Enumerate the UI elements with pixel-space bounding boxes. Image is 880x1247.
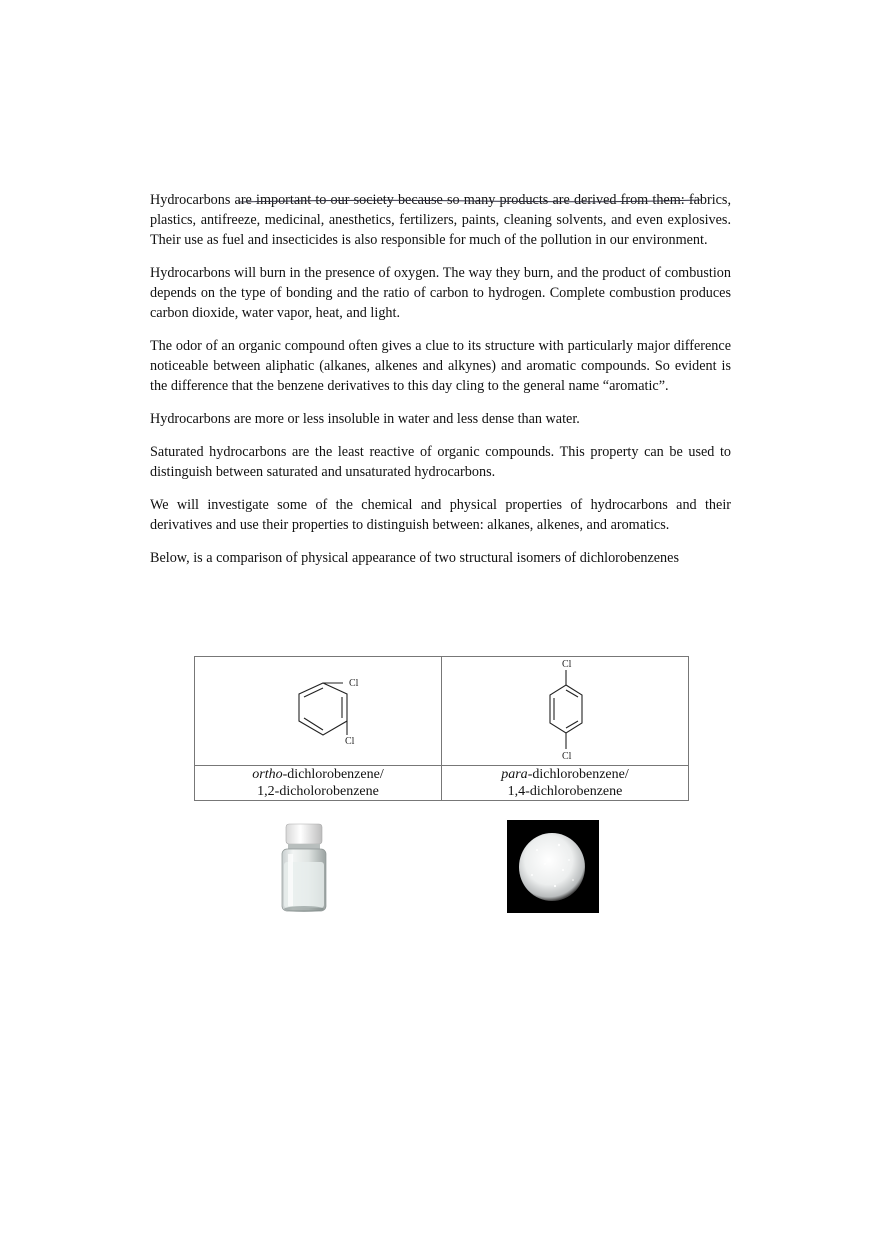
isomer-comparison-table — [194, 656, 689, 801]
ortho-name: -dichlorobenzene/ — [282, 767, 384, 782]
intro-paragraph-wrapper — [150, 190, 731, 250]
paragraph-4: Hydrocarbons are more or less insoluble in water and less dense than water. — [150, 411, 580, 427]
para-cl-bottom-label: Cl — [562, 751, 572, 760]
ortho-dichlorobenzene-structure — [195, 657, 441, 760]
ortho-structure-cell — [195, 657, 442, 766]
document-body — [150, 190, 731, 581]
ortho-cl-bottom-label: Cl — [345, 736, 355, 747]
paragraph-1: Hydrocarbons are important to our society because so many products are derived from them: fabrics, plastics, antifreeze, medicinal, anesthetics, fertilizers, paints, cleaning solvents, and even explosives. Their use as fuel and insecticides is also responsible for much of the pollution in our environment. — [150, 192, 731, 248]
paragraph-3: The odor of an organic compound often gives a clue to its structure with particularly major difference noticeable between aliphatic (alkanes, alkenes and alkynes) and aromatic compounds. So evident is the difference that the benzene derivatives to this day cling to the general name “aromatic”. — [150, 338, 731, 394]
ortho-cl-top-label: Cl — [349, 678, 359, 689]
para-structure-cell — [442, 657, 689, 766]
ortho-alt-name: 1,2-dicholorobenzene — [257, 784, 379, 799]
ortho-liquid-bottle-photo — [255, 818, 347, 914]
para-white-crystals-photo — [507, 820, 599, 913]
para-name: -dichlorobenzene/ — [527, 767, 629, 782]
ortho-caption-cell — [195, 766, 442, 801]
para-dichlorobenzene-structure — [442, 657, 688, 760]
paragraph-6: We will investigate some of the chemical and physical properties of hydrocarbons and their derivatives and use their properties to distinguish between: alkanes, alkenes, and aromatics. — [150, 497, 731, 533]
paragraph-5: Saturated hydrocarbons are the least reactive of organic compounds. This property can be used to distinguish between saturated and unsaturated hydrocarbons. — [150, 444, 731, 480]
paragraph-2: Hydrocarbons will burn in the presence of oxygen. The way they burn, and the product of combustion depends on the type of bonding and the ratio of carbon to hydrogen. Complete combustion produces carbon dioxide, water vapor, heat, and light. — [150, 265, 731, 321]
para-alt-name: 1,4-dichlorobenzene — [507, 784, 623, 799]
ortho-prefix: ortho — [252, 767, 283, 782]
structure-row — [195, 657, 689, 766]
para-cl-top-label: Cl — [562, 659, 572, 670]
para-caption-cell — [442, 766, 689, 801]
caption-row — [195, 766, 689, 801]
paragraph-7: Below, is a comparison of physical appearance of two structural isomers of dichlorobenzenes — [150, 550, 679, 566]
para-prefix: para — [501, 767, 528, 782]
